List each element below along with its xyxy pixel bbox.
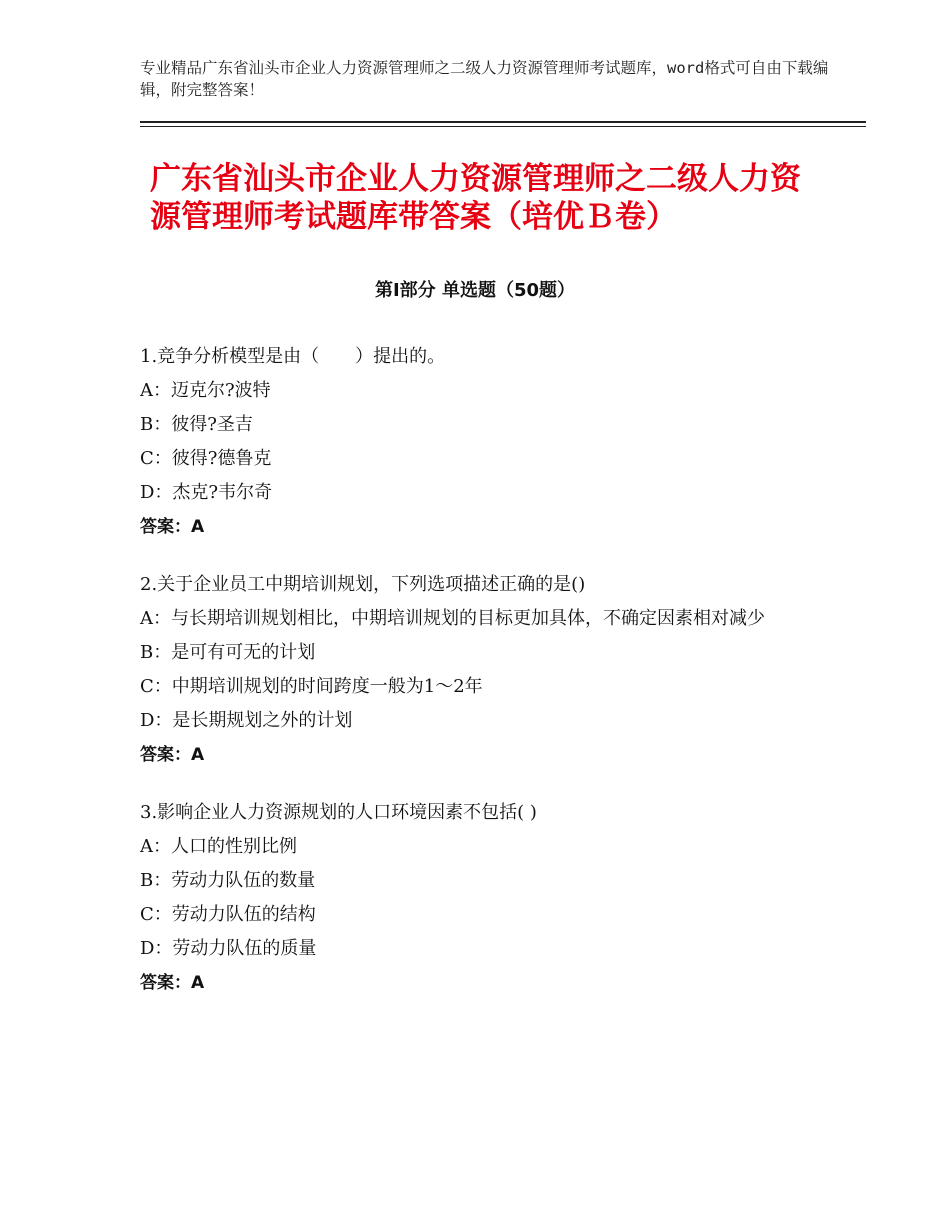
option-c: C：劳动力队伍的结构 [140, 904, 316, 925]
option-b: B：彼得?圣吉 [140, 414, 253, 435]
answer: 答案：A [140, 517, 205, 537]
question-stem: 2.关于企业员工中期培训规划，下列选项描述正确的是() [140, 574, 586, 595]
option-b: B：是可有可无的计划 [140, 642, 316, 663]
option-a: A：与长期培训规划相比，中期培训规划的目标更加具体，不确定因素相对减少 [140, 608, 765, 629]
question-2 [140, 568, 820, 772]
section-heading: 第Ⅰ部分 单选题（50题） [374, 280, 575, 301]
option-b: B：劳动力队伍的数量 [140, 870, 316, 891]
question-stem: 3.影响企业人力资源规划的人口环境因素不包括( ) [140, 802, 537, 823]
question-stem: 1.竞争分析模型是由（ ）提出的。 [140, 346, 446, 367]
header-divider-thin [140, 126, 866, 127]
option-a: A：迈克尔?波特 [140, 380, 271, 401]
option-a: A：人口的性别比例 [140, 836, 297, 857]
header-divider-thick [140, 121, 866, 123]
option-d: D：是长期规划之外的计划 [140, 710, 353, 731]
option-c: C：彼得?德鲁克 [140, 448, 272, 469]
answer: 答案：A [140, 745, 205, 765]
option-d: D：杰克?韦尔奇 [140, 482, 273, 503]
answer: 答案：A [140, 973, 205, 993]
question-list [140, 340, 820, 1024]
header-note: 专业精品广东省汕头市企业人力资源管理师之二级人力资源管理师考试题库，word格式可自由下载编辑，附完整答案！ [140, 59, 829, 99]
question-1 [140, 340, 820, 544]
document-title: 广东省汕头市企业人力资源管理师之二级人力资源管理师考试题库带答案（培优Ｂ卷） [150, 161, 801, 235]
question-3 [140, 796, 820, 1000]
option-d: D：劳动力队伍的质量 [140, 938, 317, 959]
option-c: C：中期培训规划的时间跨度一般为1～2年 [140, 676, 483, 697]
